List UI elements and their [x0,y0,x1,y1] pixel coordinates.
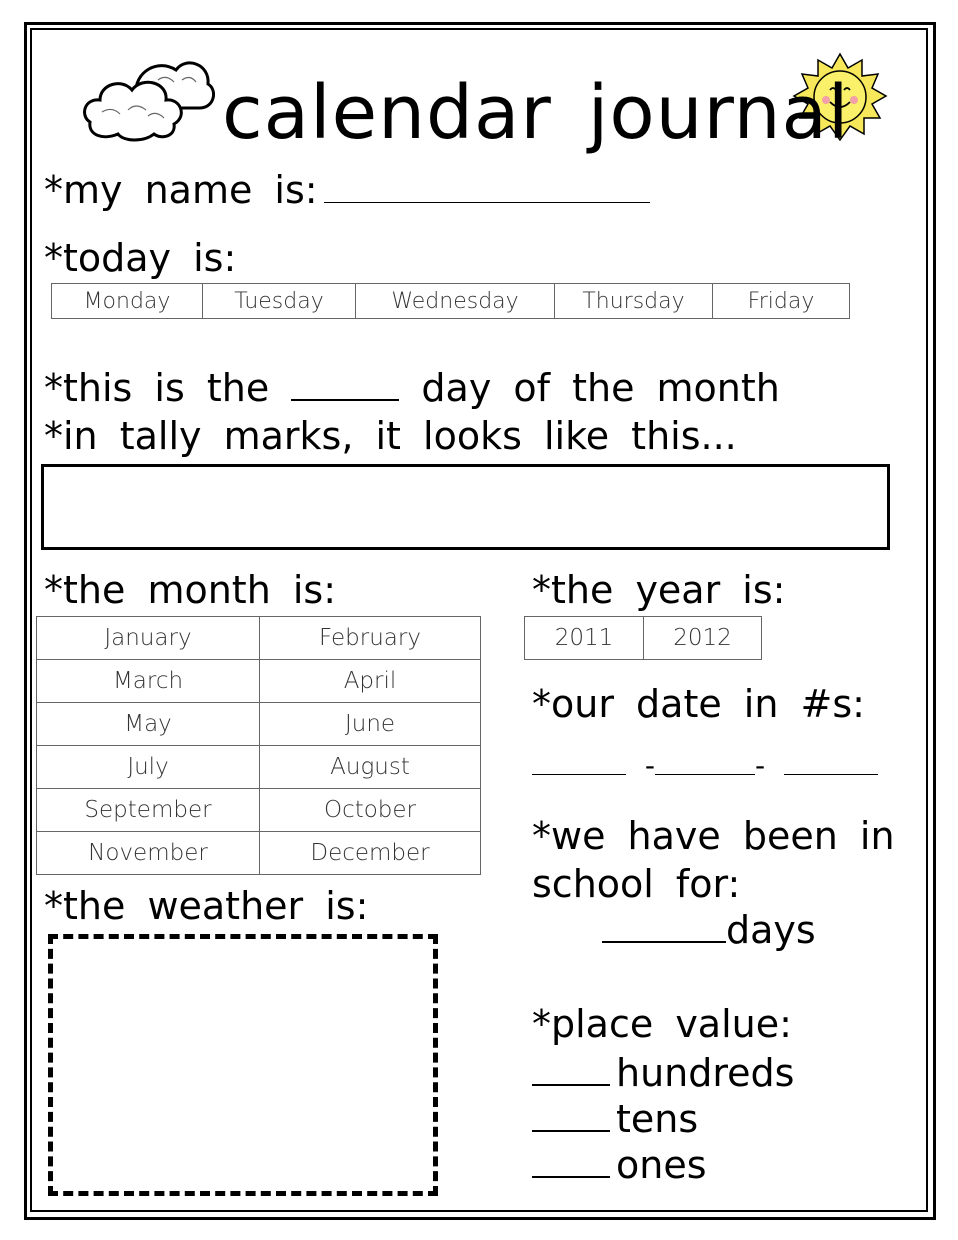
year-table [524,616,762,660]
month-option-february[interactable]: February [260,617,481,660]
month-option-october[interactable]: October [260,789,481,832]
ones-label: ones [616,1143,707,1187]
day-option-wednesday[interactable]: Wednesday [356,284,555,319]
month-option-december[interactable]: December [260,832,481,875]
month-option-november[interactable]: November [37,832,260,875]
school-days-line1: *we have been in [532,814,895,858]
month-option-january[interactable]: January [37,617,260,660]
hundreds-label: hundreds [616,1051,795,1095]
month-label: *the month is: [44,568,337,612]
year-label: *the year is: [532,568,786,612]
school-days-field[interactable] [602,911,726,943]
name-row [44,168,650,212]
place-value-tens-row [532,1094,698,1141]
date-month-field[interactable] [532,748,626,775]
weather-label: *the weather is: [44,884,369,928]
tally-marks-box[interactable] [41,464,890,550]
month-table [36,616,481,875]
title-word-journal: journal [587,70,850,156]
day-option-monday[interactable]: Monday [52,284,203,319]
name-field[interactable] [324,174,650,203]
cloud-icon [78,50,218,144]
year-option-2011[interactable]: 2011 [525,617,644,660]
day-of-month-suffix: day of the month [421,366,780,410]
title-word-calendar: calendar [222,70,552,156]
month-option-may[interactable]: May [37,703,260,746]
date-separator-1: - [644,749,656,782]
month-option-july[interactable]: July [37,746,260,789]
ones-field[interactable] [532,1140,610,1178]
page-title [222,68,849,158]
tens-label: tens [616,1097,699,1141]
place-value-ones-row [532,1140,707,1187]
school-days-row [602,908,816,952]
date-numbers-row [532,744,878,788]
month-option-april[interactable]: April [260,660,481,703]
year-option-2012[interactable]: 2012 [644,617,762,660]
day-option-tuesday[interactable]: Tuesday [203,284,356,319]
day-option-thursday[interactable]: Thursday [555,284,713,319]
today-label: *today is: [44,236,237,280]
date-day-field[interactable] [655,748,755,775]
tally-label: *in tally marks, it looks like this... [44,414,737,458]
date-separator-2: - [755,749,766,782]
school-days-line2: school for: [532,862,741,906]
day-option-friday[interactable]: Friday [713,284,850,319]
month-option-june[interactable]: June [260,703,481,746]
tens-field[interactable] [532,1094,610,1132]
day-of-month-row [44,366,780,410]
month-option-march[interactable]: March [37,660,260,703]
date-numbers-label: *our date in #s: [532,682,865,726]
school-days-unit: days [726,908,816,952]
day-of-month-prefix: *this is the [44,366,270,410]
place-value-label: *place value: [532,1002,792,1046]
month-option-august[interactable]: August [260,746,481,789]
name-label: *my name is: [44,168,318,212]
date-year-field[interactable] [784,748,878,775]
hundreds-field[interactable] [532,1048,610,1086]
weekday-table [51,283,850,319]
weather-drawing-box[interactable] [48,934,438,1196]
day-of-month-field[interactable] [291,369,399,401]
place-value-hundreds-row [532,1048,794,1095]
month-option-september[interactable]: September [37,789,260,832]
